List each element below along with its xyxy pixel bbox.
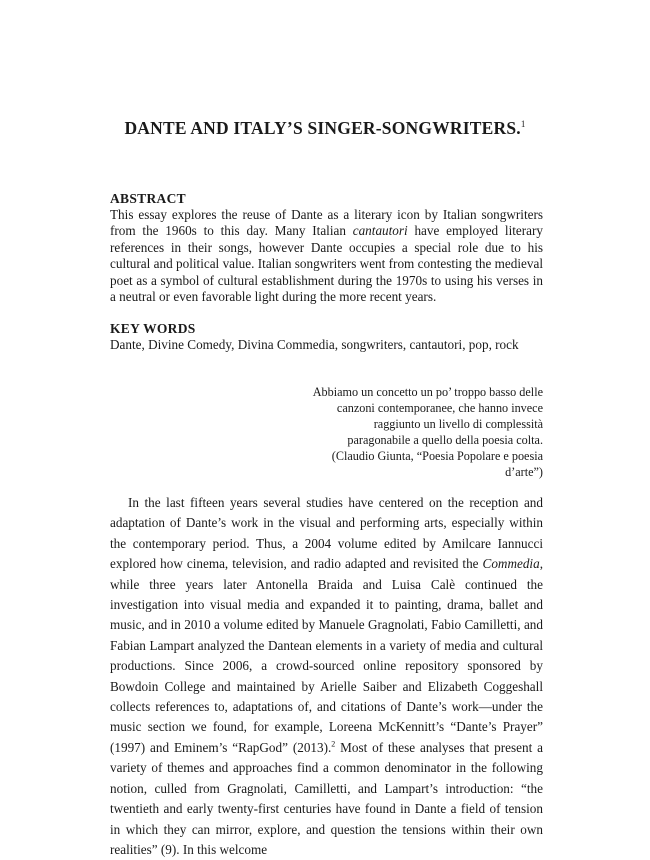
abstract-italic-term: cantautori bbox=[352, 223, 408, 239]
body-italic-commedia: Commedia bbox=[482, 556, 540, 572]
epigraph-source: (Claudio Giunta, “Poesia Popolare e poesia d’arte”) bbox=[331, 449, 543, 479]
abstract-section bbox=[110, 190, 543, 305]
title-footnote-marker[interactable]: 1 bbox=[520, 119, 526, 130]
abstract-text-part2: have employed literary references in their songs, however Dante occupies a special role due to his cultural and political value. Italian songwriters went from contesting the medieval poet as a symbol of cultural establishment during the 1970s to using his verses in a neutral or even favorable light during the more recent years. bbox=[110, 223, 543, 305]
keywords-section bbox=[110, 320, 543, 353]
epigraph bbox=[310, 384, 543, 480]
article-title bbox=[0, 118, 650, 139]
body-text-part1: In the last fifteen years several studies have centered on the reception and adaptation of Dante’s work in the visual and performing arts, especially within the contemporary period. Thus, a 2004 volume edited by Amilcare Iannucci explored how cinema, television, and radio adapted and revisited the bbox=[110, 495, 543, 572]
keywords-heading: KEY WORDS bbox=[110, 321, 196, 336]
abstract-heading: ABSTRACT bbox=[110, 191, 186, 206]
abstract-text-part1: This essay explores the reuse of Dante as a literary icon by Italian songwriters from the 1960s to this day. Many Italian bbox=[110, 207, 543, 239]
body-text-part3: Most of these analyses that present a variety of themes and approaches find a common denominator in the following notion, culled from Gragnolati, Camilletti, and Lampart’s introduction: “the twentieth and early twenty-first centuries have found in Dante a field of tension in which they can mirror, explore, and question the tensions within their own realities” (9). In this welcome bbox=[110, 739, 543, 857]
epigraph-quote: Abbiamo un concetto un po’ troppo basso delle canzoni contemporanee, che hanno invece raggiunto un livello di complessità paragonabile a quello della poesia colta. bbox=[312, 385, 543, 447]
body-text-part2: , while three years later Antonella Braida and Luisa Calè continued the investigation into visual media and expanded it to painting, drama, ballet and music, and in 2010 a volume edited by Manuele Gragnolati, Fabio Camilletti, and Fabian Lampart analyzed the Dantean elements in a variety of media and cultural productions. Since 2006, a crowd-sourced online repository sponsored by Bowdoin College and maintained by Arielle Saiber and Elizabeth Coggeshall collects references to, adaptations of, and citations of Dante’s work—under the music section we found, for example, Loreena McKennitt’s “Dante’s Prayer” (1997) and Eminem’s “RapGod” (2013). bbox=[110, 556, 543, 755]
abstract-paragraph bbox=[110, 207, 543, 305]
keywords-list: Dante, Divine Comedy, Divina Commedia, songwriters, cantautori, pop, rock bbox=[110, 337, 519, 352]
body-paragraph bbox=[110, 493, 543, 860]
body-footnote-marker[interactable]: 2 bbox=[331, 739, 336, 749]
article-title-text: DANTE AND ITALY’S SINGER-SONGWRITERS. bbox=[124, 118, 521, 138]
